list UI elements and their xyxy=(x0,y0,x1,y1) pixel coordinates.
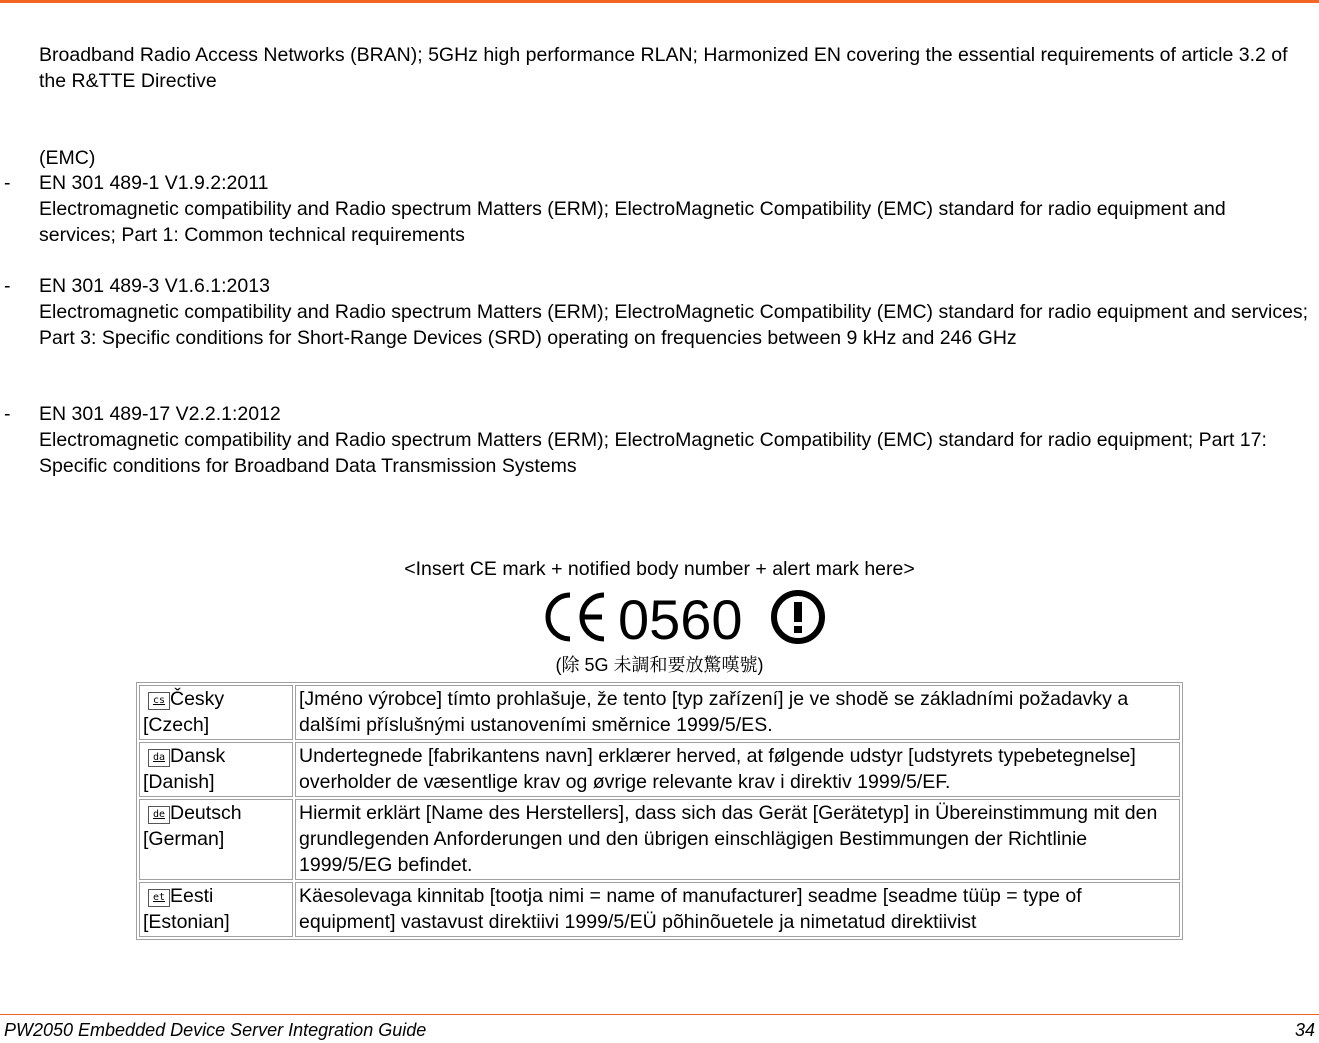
standard-id: EN 301 489-3 V1.6.1:2013 xyxy=(39,275,270,297)
language-english: [Estonian] xyxy=(143,911,230,933)
language-english: [Czech] xyxy=(143,714,210,736)
language-flag-icon: de xyxy=(148,806,170,824)
standard-item xyxy=(4,170,1314,248)
standard-id: EN 301 489-17 V2.2.1:2012 xyxy=(39,403,281,425)
language-flag-icon: da xyxy=(148,749,170,767)
bullet-dash: - xyxy=(4,403,11,425)
table-row xyxy=(139,742,1180,797)
language-name: Dansk xyxy=(170,745,226,767)
notified-body-number: 0560 xyxy=(618,589,743,645)
mark-caption: <Insert CE mark + notified body number + alert mark here> xyxy=(404,558,915,580)
bullet-dash: - xyxy=(4,275,11,297)
declaration-table xyxy=(136,682,1183,940)
footer-rule xyxy=(0,1014,1319,1015)
standard-item xyxy=(4,401,1314,479)
ce-mark-logo xyxy=(538,589,830,645)
declaration-text: Käesolevaga kinnitab [tootja nimi = name of manufacturer] seadme [seadme tüüp = type of equipment] vastavust direktiivi 1999/5/EÜ põhinõuetele ja nimetatud direktiivist xyxy=(295,882,1180,937)
footer-title: PW2050 Embedded Device Server Integration Guide xyxy=(4,1020,427,1040)
language-flag-icon: cs xyxy=(148,692,170,710)
table-row xyxy=(139,799,1180,880)
language-cell xyxy=(139,882,293,937)
table-row xyxy=(139,685,1180,740)
ce-note: (除 5G 未調和要放驚嘆號) xyxy=(555,655,764,675)
standard-description: Electromagnetic compatibility and Radio spectrum Matters (ERM); ElectroMagnetic Compatibility (EMC) standard for radio equipment and services; Part 1: Common technical requirements xyxy=(39,198,1226,246)
language-name: Deutsch xyxy=(170,802,242,824)
standard-description: Electromagnetic compatibility and Radio spectrum Matters (ERM); ElectroMagnetic Compatibility (EMC) standard for radio equipment; Part 17: Specific conditions for Broadband Data Transmission Systems xyxy=(39,429,1267,477)
standard-description: Electromagnetic compatibility and Radio spectrum Matters (ERM); ElectroMagnetic Compatibility (EMC) standard for radio equipment and services; Part 3: Specific conditions for Short-Range Devices (SRD) operating on frequencies between 9 kHz and 246 GHz xyxy=(39,301,1309,349)
language-name: Česky xyxy=(170,688,225,710)
language-cell xyxy=(139,742,293,797)
language-english: [Danish] xyxy=(143,771,215,793)
intro-paragraph: Broadband Radio Access Networks (BRAN); 5GHz high performance RLAN; Harmonized EN covering the essential requirements of article 3.2 of the R&TTE Directive xyxy=(39,44,1288,92)
declaration-text: [Jméno výrobce] tímto prohlašuje, že tento [typ zařízení] je ve shodě se základními požadavky a dalšími příslušnými ustanoveními směrnice 1999/5/ES. xyxy=(295,685,1180,740)
language-english: [German] xyxy=(143,828,225,850)
emc-heading: (EMC) xyxy=(39,147,96,169)
declaration-text: Undertegnede [fabrikantens navn] erklærer herved, at følgende udstyr [udstyrets typebetegnelse] overholder de væsentlige krav og øvrige relevante krav i direktiv 1999/5/EF. xyxy=(295,742,1180,797)
header-rule xyxy=(0,0,1319,3)
declaration-text: Hiermit erklärt [Name des Herstellers], dass sich das Gerät [Gerätetyp] in Übereinstimmung mit den grundlegenden Anforderungen und den übrigen einschlägigen Bestimmungen der Richtlinie 1999/5/EG befindet. xyxy=(295,799,1180,880)
language-cell xyxy=(139,685,293,740)
page-number: 34 xyxy=(1294,1020,1315,1040)
standard-item xyxy=(4,273,1314,351)
table-row xyxy=(139,882,1180,937)
standard-id: EN 301 489-1 V1.9.2:2011 xyxy=(39,172,269,194)
language-flag-icon: et xyxy=(148,889,170,907)
language-cell xyxy=(139,799,293,880)
language-name: Eesti xyxy=(170,885,214,907)
bullet-dash: - xyxy=(4,172,11,194)
